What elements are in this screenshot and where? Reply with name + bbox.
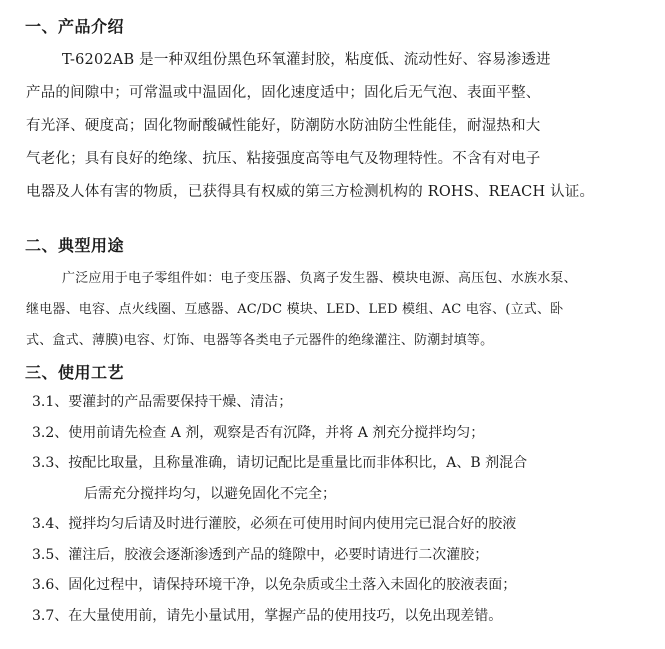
usage-step: 3.6、固化过程中，请保持环境干净，以免杂质或尘土落入未固化的胶液表面； (32, 577, 517, 593)
usage-step: 3.1、要灌封的产品需要保持干燥、清洁； (32, 394, 293, 410)
paragraph-line: 式、盒式、薄膜)电容、灯饰、电器等各类电子元器件的绝缘灌注、防潮封填等。 (26, 333, 494, 348)
usage-steps-list (32, 387, 527, 631)
section-title-typical-uses: 二、典型用途 (25, 236, 125, 255)
paragraph-line: 广泛应用于电子零组件如：电子变压器、负离子发生器、模块电源、高压包、水族水泵、 (62, 271, 577, 286)
typical-uses-paragraph (26, 263, 577, 356)
paragraph-line: 继电器、电容、点火线圈、互感器、AC/DC 模块、LED、LED 模组、AC 电容、(立式、卧 (26, 302, 564, 317)
paragraph-line: T-6202AB 是一种双组份黑色环氧灌封胶，粘度低、流动性好、容易渗透进 (62, 52, 551, 68)
usage-step: 3.7、在大量使用前，请先小量试用，掌握产品的使用技巧，以免出现差错。 (32, 607, 503, 624)
product-intro-paragraph (26, 44, 594, 209)
section-title-product-intro: 一、产品介绍 (25, 17, 125, 36)
paragraph-line: 气老化；具有良好的绝缘、抗压、粘接强度高等电气及物理特性。不含有对电子 (26, 151, 541, 167)
section-title-usage-process: 三、使用工艺 (25, 363, 125, 382)
usage-step: 3.4、搅拌均匀后请及时进行灌胶，必须在可使用时间内使用完已混合好的胶液 (32, 516, 517, 532)
usage-step-continuation: 后需充分搅拌均匀，以避免固化不完全； (84, 485, 336, 502)
usage-step: 3.3、按配比取量，且称量准确，请切记配比是重量比而非体积比，A、B 剂混合 (32, 455, 528, 471)
paragraph-line: 产品的间隙中；可常温或中温固化，固化速度适中；固化后无气泡、表面平整、 (26, 85, 541, 101)
usage-step: 3.2、使用前请先检查 A 剂，观察是否有沉降，并将 A 剂充分搅拌均匀； (32, 424, 485, 441)
usage-step: 3.5、灌注后，胶液会逐渐渗透到产品的缝隙中，必要时请进行二次灌胶； (32, 546, 489, 563)
paragraph-line: 有光泽、硬度高；固化物耐酸碱性能好，防潮防水防油防尘性能佳，耐湿热和大 (26, 118, 541, 134)
paragraph-line: 电器及人体有害的物质，已获得具有权威的第三方检测机构的 ROHS、REACH 认证。 (26, 184, 595, 200)
